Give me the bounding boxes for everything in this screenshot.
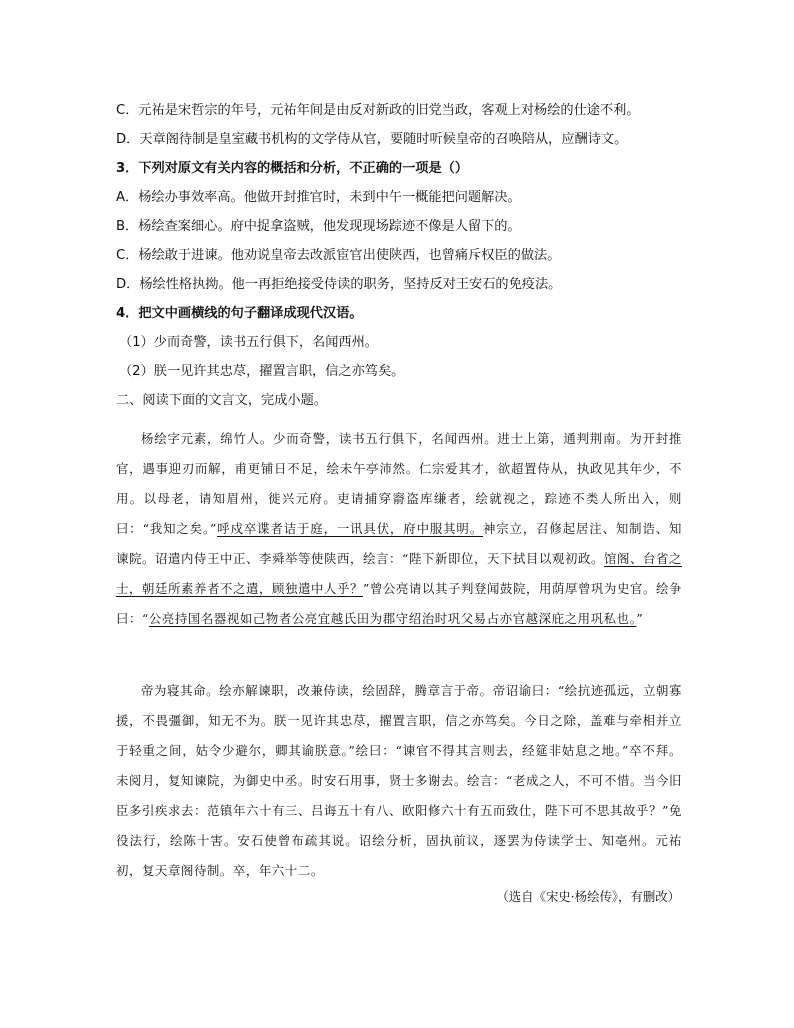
section-two-heading: 二、阅读下面的文言文，完成小题。 xyxy=(116,393,327,408)
q3-option-a: A．杨绘办事效率高。他做开封推官时，未到中午一概能把问题解决。 xyxy=(116,190,521,205)
q4-item-2: （2）朕一见许其忠荩，擢置言职，信之亦笃矣。 xyxy=(119,364,405,379)
passage-source: （选自《宋史·杨绘传》，有删改） xyxy=(496,889,680,904)
passage-paragraph-2: 帝为寝其命。绘亦解谏职，改兼侍读，绘固辞，腾章言于帝。帝诏谕曰：“绘抗迹孤远，立朝寡援，不畏彊御，知无不为。朕一见许其忠荩，擢置言职，信之亦笃矣。今日之除，盖难与牵相并立于轻重之间，姑令少避尔，卿其谕朕意。”绘曰：“谏官不得其言则去，经筵非姑息之地。”卒不拜。未阅月，复知谏院，为御史中丞。时安石用事，贤士多谢去。绘言：“老成之人，不可不惜。当今旧臣多引疾求去：范镇年六十有三、吕诲五十有八、欧阳修六十有五而致仕，陛下可不思其故乎？”免役法行，绘陈十害。安石使曾布疏其说。诏绘分析，固执前议，逐罢为侍读学士、知亳州。元祐初，复天章阁待制。卒，年六十二。 xyxy=(116,683,682,878)
q4-stem: 4．把文中画横线的句子翻译成现代汉语。 xyxy=(116,306,363,321)
q4-item-1: （1）少而奇警，读书五行俱下，名闻西州。 xyxy=(119,335,378,350)
q3-option-c: C．杨绘敢于进谏。他劝说皇帝去改派宦官出使陕西，也曾痛斥权臣的做法。 xyxy=(116,248,561,263)
q3-option-d: D．杨绘性格执拗。他一再拒绝接受侍读的职务，坚持反对王安石的免疫法。 xyxy=(116,277,562,292)
underlined-sentence-1: 呼戍卒谍者诘于庭，一讯具伏，府中服其明。 xyxy=(216,521,484,536)
passage-text: 神宗立，召修起居注、知制诰、知谏院。诏遣内侍王中正、李舜举等使陕西，绘言：“陛下新即位，天下拭目以观初政。 xyxy=(116,521,683,566)
q2-option-c: C．元祐是宋哲宗的年号，元祐年间是由反对新政的旧党当政，客观上对杨绘的仕途不利。 xyxy=(116,103,640,118)
underlined-sentence-2: 馆阁、台省之士，朝廷所素养者不之遣，顾独遣中人乎？ xyxy=(116,551,682,596)
passage-text: ”曾公亮请以其子判登闻鼓院，用荫厚曾巩为史官。绘争曰：“ xyxy=(116,581,682,626)
q3-option-b: B．杨绘查案细心。府中捉拿盗贼，他发现现场踪迹不像是人留下的。 xyxy=(116,219,521,234)
passage-paragraph-1 xyxy=(116,424,682,664)
underlined-sentence-3: 公亮持国名器视如己物者公亮宜越氏田为郡守绍治时巩父易占亦官越深庇之用巩私也。 xyxy=(148,611,637,626)
passage-text: ” xyxy=(636,611,644,626)
q2-option-d: D．天章阁待制是皇室藏书机构的文学侍从官，要随时听候皇帝的召唤陪从，应酬诗文。 xyxy=(116,132,628,147)
passage-text: 杨绘字元素，绵竹人。少而奇警，读书五行俱下，名闻西州。进士上第，通判荆南。为开封推官，遇事迎刃而解，甫更铺日不足，绘未午亭沛然。仁宗爱其才，欲超置侍从，执政见其年少，不用。以母老，请知眉州，徙兴元府。吏请捕穿窬盗库缣者，绘就视之，踪迹不类人所出入，则曰：“我知之矣。” xyxy=(116,431,682,536)
q3-stem: 3．下列对原文有关内容的概括和分析，不正确的一项是（） xyxy=(116,161,469,176)
